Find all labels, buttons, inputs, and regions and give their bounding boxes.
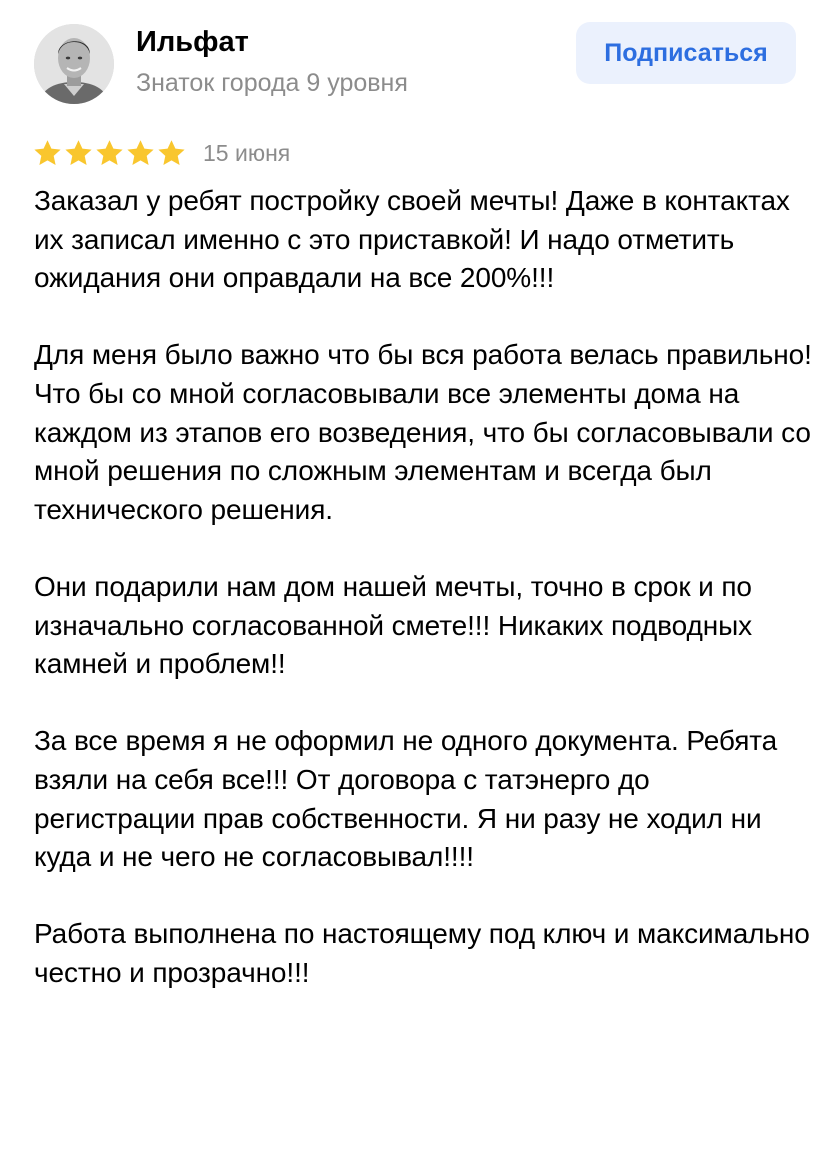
author-name[interactable]: Ильфат (136, 26, 249, 58)
star-icon (125, 138, 156, 168)
review-rating (32, 136, 290, 170)
review-paragraph: Они подарили нам дом нашей мечты, точно в срок и по изначально согласованной смете!!! Никаких подводных камней и проблем!! (34, 570, 752, 680)
review-paragraph: Заказал у ребят постройку своей мечты! Даже в контактах их записал именно с это приставкой! И надо отметить ожидания они оправдали на все 200%!!! (34, 185, 790, 294)
star-icon (94, 138, 125, 168)
review-text (34, 182, 814, 992)
star-icon (32, 138, 63, 168)
review-date: 15 июня (203, 140, 291, 166)
author-avatar[interactable] (34, 24, 114, 104)
review-paragraph: За все время я не оформил не одного документа. Ребята взяли на себя все!!! От договора с татэнерго до регистрации прав собственности. Я ни разу не ходил ни куда и не чего не согласовывал!!!! (34, 725, 778, 873)
author-level: Знаток города 9 уровня (136, 69, 408, 97)
star-icon (63, 138, 94, 168)
user-photo-icon (34, 24, 114, 104)
rating-stars (32, 138, 187, 168)
subscribe-button[interactable]: Подписаться (576, 22, 796, 84)
star-icon (156, 138, 187, 168)
review-paragraph: Для меня было важно что бы вся работа велась правильно! Что бы со мной согласовывали все элементы дома на каждом из этапов его возведения, что бы согласовывали со мной решения по сложным элементам и всегда был технического решения. (34, 339, 812, 525)
review-paragraph: Работа выполнена по настоящему под ключ и максимально честно и прозрачно!!! (34, 918, 810, 988)
